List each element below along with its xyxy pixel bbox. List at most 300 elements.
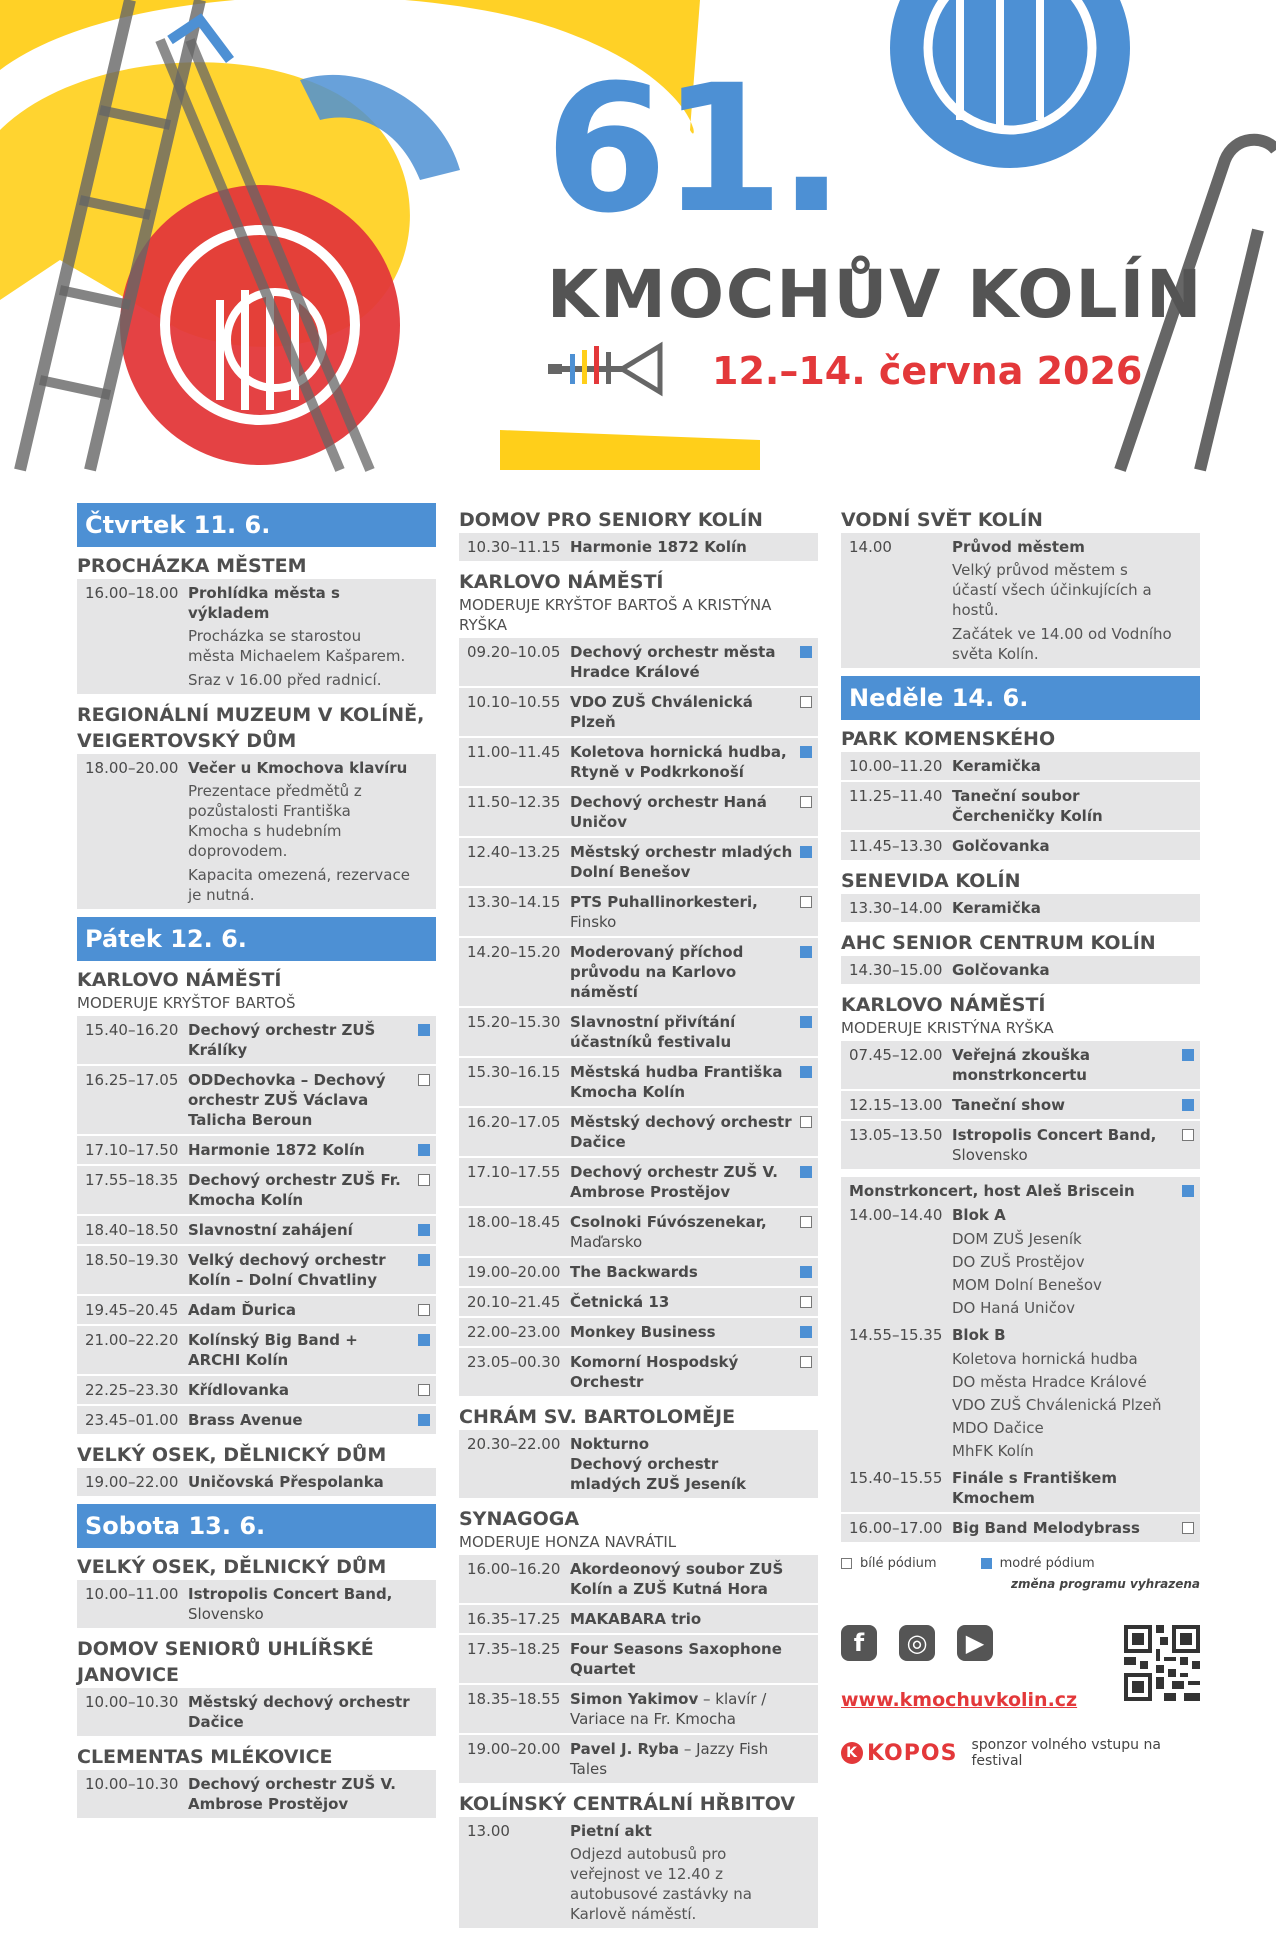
event-title [952, 1095, 1176, 1115]
venue-section [841, 507, 1200, 668]
blue-stage-icon [418, 1334, 430, 1346]
event-title [952, 537, 1176, 557]
blue-stage-icon [800, 746, 812, 758]
event-title-text: Uničovská Přespolanka [188, 1473, 384, 1491]
column-3 [841, 503, 1200, 1769]
blue-stage-icon [800, 846, 812, 858]
event-time: 16.00–17.00 [849, 1519, 943, 1537]
column-1 [77, 503, 436, 1826]
event-title-text: Křídlovanka [188, 1381, 290, 1399]
event-title-text: Večer u Kmochova klavíru [188, 759, 408, 777]
venue-title: KARLOVO NÁMĚSTÍ [841, 994, 1046, 1016]
event-row [841, 752, 1200, 780]
event-row [77, 1136, 436, 1164]
concert-block [849, 1325, 1176, 1464]
white-stage-icon [800, 696, 812, 708]
event-title-text: Brass Avenue [188, 1411, 303, 1429]
event-title [570, 1112, 794, 1152]
event-info [952, 1095, 1176, 1115]
event-title [188, 1380, 412, 1400]
event-title-2: Dechový orchestr mladých ZUŠ Jeseník [570, 1455, 746, 1493]
event-info [570, 1609, 794, 1629]
event-title-text: Taneční show [952, 1096, 1065, 1114]
venue-title: CLEMENTAS MLÉKOVICE [77, 1746, 333, 1768]
event-title-text: Istropolis Concert Band, [188, 1585, 393, 1603]
program-change-note: změna programu vyhrazena [1011, 1577, 1200, 1591]
monstrkoncert [841, 1177, 1200, 1512]
event-title [188, 1410, 412, 1430]
event-title-text: Četnická 13 [570, 1293, 670, 1311]
instagram-icon[interactable]: ◎ [899, 1625, 935, 1661]
event-row [841, 1041, 1200, 1089]
event-title-text: Monkey Business [570, 1323, 716, 1341]
blue-stage-icon [981, 1558, 992, 1569]
festival-dates: 12.–14. června 2026 [712, 349, 1143, 393]
venue-title: REGIONÁLNÍ MUZEUM V KOLÍNĚ, VEIGERTOVSKÝ DŮM [77, 704, 425, 752]
event-title [570, 1292, 794, 1312]
event-info [188, 1140, 412, 1160]
blue-stage-icon [800, 1166, 812, 1178]
blue-stage-icon [1182, 1185, 1194, 1197]
blue-stage-icon [1182, 1049, 1194, 1061]
event-title-text: Veřejná zkouška monstrkoncertu [952, 1046, 1091, 1084]
venue-section [77, 1442, 436, 1496]
venue-section [841, 930, 1200, 984]
block-title: Blok A [952, 1206, 1006, 1224]
venue-section [841, 868, 1200, 922]
event-row [77, 1016, 436, 1064]
event-title-text: Pietní akt [570, 1822, 652, 1840]
event-time: 11.50–12.35 [467, 793, 561, 811]
event-title [570, 1689, 794, 1729]
event-info [570, 692, 794, 732]
event-title-text: Slavnostní zahájení [188, 1221, 353, 1239]
event-title-text: PTS Puhallinorkesteri, [570, 893, 758, 911]
event-info [188, 1020, 412, 1060]
event-title [188, 758, 412, 778]
block-time: 15.40–15.55 [849, 1469, 943, 1487]
event-time: 19.45–20.45 [85, 1301, 179, 1319]
event-time: 19.00–20.00 [467, 1740, 561, 1758]
event-title-text: Velký dechový orchestr Kolín – Dolní Chvatliny [188, 1251, 386, 1289]
event-title [570, 1559, 794, 1599]
event-info [570, 1434, 794, 1494]
event-row [459, 1635, 818, 1683]
event-info [188, 1472, 412, 1492]
event-info [952, 786, 1176, 826]
event-title [188, 583, 412, 623]
sponsor-logo [841, 1741, 957, 1766]
event-extra: – klavír / Variace na Fr. Kmocha [570, 1690, 767, 1728]
festival-title: KMOCHŮV KOLÍN [547, 256, 1204, 333]
event-row [77, 754, 436, 909]
event-time: 11.00–11.45 [467, 743, 561, 761]
event-row [459, 1817, 818, 1928]
event-row [459, 533, 818, 561]
sponsor-text: sponzor volného vstupu na festival [971, 1737, 1161, 1769]
edition-number: 61. [545, 47, 839, 252]
lineup-item: MOM Dolní Benešov [952, 1276, 1102, 1294]
event-title-text: Taneční soubor Čercheničky Kolín [952, 787, 1103, 825]
event-title [570, 1162, 794, 1202]
venue-title: AHC SENIOR CENTRUM KOLÍN [841, 932, 1156, 954]
event-time: 16.35–17.25 [467, 1610, 561, 1628]
event-title [570, 892, 794, 932]
event-row [841, 832, 1200, 860]
moderator: MODERUJE HONZA NAVRÁTIL [459, 1533, 677, 1551]
event-info [188, 1692, 412, 1732]
event-row [77, 579, 436, 694]
event-title-text: Dechový orchestr Haná Uničov [570, 793, 767, 831]
event-info [570, 942, 794, 1002]
event-title [952, 756, 1176, 776]
venue-title: SYNAGOGA [459, 1508, 580, 1530]
qr-code-icon [1124, 1625, 1200, 1701]
blue-stage-icon [418, 1224, 430, 1236]
event-info [570, 1112, 794, 1152]
event-title-text: Golčovanka [952, 961, 1050, 979]
event-row [77, 1376, 436, 1404]
event-title-text: VDO ZUŠ Chválenická Plzeň [570, 693, 753, 731]
event-time: 16.25–17.05 [85, 1071, 179, 1089]
event-row [841, 1091, 1200, 1119]
event-title [570, 1609, 794, 1629]
event-title-text: Městský dechový orchestr Dačice [570, 1113, 792, 1151]
event-time: 18.00–20.00 [85, 759, 179, 777]
white-stage-icon [1182, 1522, 1194, 1534]
legend-blue-label: modré pódium [999, 1556, 1095, 1571]
event-info [570, 1322, 794, 1342]
event-title [188, 1070, 412, 1130]
moderator: MODERUJE KRISTÝNA RYŠKA [841, 1019, 1054, 1037]
event-info [570, 1212, 794, 1252]
event-title-text: Dechový orchestr města Hradce Králové [570, 643, 776, 681]
event-info [952, 1045, 1176, 1085]
day-header: Sobota 13. 6. [77, 1504, 436, 1548]
lineup-item: MDO Dačice [952, 1419, 1044, 1437]
white-stage-icon [800, 896, 812, 908]
event-info [188, 1774, 412, 1814]
event-title-text: Csolnoki Fúvószenekar, [570, 1213, 767, 1231]
event-time: 10.30–11.15 [467, 538, 561, 556]
event-info [952, 537, 1176, 664]
event-title-text: Dechový orchestr ZUŠ Fr. Kmocha Kolín [188, 1171, 401, 1209]
event-info [570, 742, 794, 782]
event-extra: Finsko [570, 913, 617, 931]
white-stage-icon [800, 1296, 812, 1308]
event-time: 15.20–15.30 [467, 1013, 561, 1031]
facebook-icon[interactable]: f [841, 1625, 877, 1661]
venue-title: VODNÍ SVĚT KOLÍN [841, 509, 1043, 531]
event-time: 14.20–15.20 [467, 943, 561, 961]
white-stage-icon [1182, 1129, 1194, 1141]
event-row [841, 894, 1200, 922]
event-info [570, 1352, 794, 1392]
event-info [188, 1380, 412, 1400]
event-note: Sraz v 16.00 před radnicí. [188, 671, 382, 689]
trumpet-logo-icon [548, 340, 660, 396]
event-row [77, 1326, 436, 1374]
venue-title: VELKÝ OSEK, DĚLNICKÝ DŮM [77, 1444, 387, 1466]
event-row [459, 738, 818, 786]
event-desc: Prezentace předmětů z pozůstalosti Františka Kmocha s hudebním doprovodem. [188, 782, 362, 860]
event-title [188, 1250, 412, 1290]
block-time: 14.55–15.35 [849, 1326, 943, 1344]
block-lineup [952, 1229, 1176, 1318]
venue-title: SENEVIDA KOLÍN [841, 870, 1021, 892]
event-row [459, 1605, 818, 1633]
event-row [841, 956, 1200, 984]
event-row [459, 638, 818, 686]
event-info [188, 583, 412, 690]
event-title-text: Keramička [952, 757, 1041, 775]
event-title-text: Dechový orchestr ZUŠ V. Ambrose Prostějov [188, 1775, 396, 1813]
kopos-logo-icon: K [841, 1742, 863, 1764]
event-title [570, 1352, 794, 1392]
event-row [459, 1318, 818, 1346]
event-time: 10.00–11.00 [85, 1585, 179, 1603]
event-row [77, 1296, 436, 1324]
event-time: 18.50–19.30 [85, 1251, 179, 1269]
event-title-text: Slavnostní přivítání účastníků festivalu [570, 1013, 736, 1051]
event-extra: – Jazzy Fish Tales [570, 1740, 769, 1778]
event-title [570, 842, 794, 882]
sponsor [841, 1737, 1200, 1769]
white-stage-icon [418, 1074, 430, 1086]
event-title [570, 1262, 794, 1282]
event-time: 14.30–15.00 [849, 961, 943, 979]
event-info [188, 1220, 412, 1240]
event-row [459, 1208, 818, 1256]
event-extra: Slovensko [188, 1605, 264, 1623]
white-stage-icon [800, 1116, 812, 1128]
event-row [459, 1158, 818, 1206]
block-title: Finále s Františkem Kmochem [952, 1469, 1117, 1507]
event-row [459, 1735, 818, 1783]
event-info [570, 892, 794, 932]
blue-stage-icon [800, 946, 812, 958]
blue-stage-icon [418, 1414, 430, 1426]
event-row [77, 1406, 436, 1434]
event-title [570, 537, 794, 557]
event-title-text: Nokturno [570, 1435, 650, 1453]
event-info [570, 1559, 794, 1599]
event-title [570, 1062, 794, 1102]
event-time: 13.00 [467, 1822, 510, 1840]
event-time: 17.10–17.50 [85, 1141, 179, 1159]
event-info [952, 960, 1176, 980]
event-title [570, 1821, 794, 1841]
day-header: Neděle 14. 6. [841, 676, 1200, 720]
event-title [952, 786, 1176, 826]
event-time: 16.00–18.00 [85, 584, 179, 602]
white-stage-icon [800, 1216, 812, 1228]
blue-stage-icon [800, 1266, 812, 1278]
event-time: 18.00–18.45 [467, 1213, 561, 1231]
venue-title: CHRÁM SV. BARTOLOMĚJE [459, 1406, 736, 1428]
blue-stage-icon [1182, 1099, 1194, 1111]
event-row [459, 888, 818, 936]
venue-section [77, 967, 436, 1434]
event-time: 16.20–17.05 [467, 1113, 561, 1131]
event-row [459, 1108, 818, 1156]
event-time: 20.30–22.00 [467, 1435, 561, 1453]
event-time: 15.30–16.15 [467, 1063, 561, 1081]
event-info [570, 1012, 794, 1052]
event-time: 10.00–11.20 [849, 757, 943, 775]
venue-title: KARLOVO NÁMĚSTÍ [459, 571, 664, 593]
venue-section [77, 1744, 436, 1818]
event-time: 13.30–14.15 [467, 893, 561, 911]
event-row [459, 788, 818, 836]
block-title: Blok B [952, 1326, 1006, 1344]
event-row [841, 782, 1200, 830]
event-time: 23.05–00.30 [467, 1353, 561, 1371]
event-row [841, 533, 1200, 668]
event-info [570, 1739, 794, 1779]
column-3-blocks [841, 507, 1200, 1542]
lineup-item: DOM ZUŠ Jeseník [952, 1230, 1082, 1248]
event-title [570, 1639, 794, 1679]
venue-title: PROCHÁZKA MĚSTEM [77, 555, 307, 577]
event-info [952, 756, 1176, 776]
event-title [188, 1300, 412, 1320]
event-row [77, 1166, 436, 1214]
event-title-text: Koletova hornická hudba, Rtyně v Podkrkonoší [570, 743, 787, 781]
stage-legend [841, 1556, 1200, 1571]
venue-section [77, 1636, 436, 1736]
event-title-text: Městský orchestr mladých Dolní Benešov [570, 843, 793, 881]
event-info [188, 1170, 412, 1210]
venue-title: KOLÍNSKÝ CENTRÁLNÍ HŘBITOV [459, 1793, 796, 1815]
event-time: 07.45–12.00 [849, 1046, 943, 1064]
event-note: Kapacita omezená, rezervace je nutná. [188, 866, 410, 904]
lineup-item: DO města Hradce Králové [952, 1373, 1147, 1391]
event-info [570, 1689, 794, 1729]
white-stage-icon [418, 1174, 430, 1186]
white-stage-icon [418, 1384, 430, 1396]
event-title-text: Istropolis Concert Band, [952, 1126, 1157, 1144]
event-row [77, 1688, 436, 1736]
venue-title: DOMOV SENIORŮ UHLÍŘSKÉ JANOVICE [77, 1638, 374, 1686]
event-info [570, 792, 794, 832]
blue-stage-icon [418, 1254, 430, 1266]
event-time: 22.25–23.30 [85, 1381, 179, 1399]
event-title [570, 1212, 794, 1252]
event-info [952, 898, 1176, 918]
block-lineup [952, 1349, 1176, 1461]
event-row [459, 1430, 818, 1498]
venue-section [77, 1554, 436, 1628]
event-row [77, 1468, 436, 1496]
white-stage-icon [418, 1304, 430, 1316]
event-title-text: Simon Yakimov [570, 1690, 699, 1708]
lineup-item: DO Haná Uničov [952, 1299, 1076, 1317]
column-2 [459, 503, 818, 1936]
event-desc: Odjezd autobusů pro veřejnost ve 12.40 z autobusové zastávky na Karlově náměstí. [570, 1845, 752, 1923]
moderator: MODERUJE KRYŠTOF BARTOŠ A KRISTÝNA RYŠKA [459, 596, 772, 634]
concert-block [849, 1205, 1176, 1321]
event-title-text: Adam Ďurica [188, 1301, 297, 1319]
event-title [952, 1045, 1176, 1085]
day-header: Čtvrtek 11. 6. [77, 503, 436, 547]
sponsor-logo-text: KOPOS [867, 1740, 958, 1766]
venue-section [841, 1514, 1200, 1542]
event-info [570, 842, 794, 882]
event-row [841, 1121, 1200, 1169]
event-row [77, 1066, 436, 1134]
youtube-icon[interactable]: ▶ [957, 1625, 993, 1661]
event-row [459, 1058, 818, 1106]
event-row [459, 1685, 818, 1733]
event-note: Začátek ve 14.00 od Vodního světa Kolín. [952, 625, 1172, 663]
event-title [570, 942, 794, 1002]
event-time: 16.00–16.20 [467, 1560, 561, 1578]
event-row [77, 1216, 436, 1244]
event-info [570, 642, 794, 682]
event-row [459, 1258, 818, 1286]
venue-title: KARLOVO NÁMĚSTÍ [77, 969, 282, 991]
venue-section [77, 553, 436, 694]
event-extra: Slovensko [952, 1146, 1028, 1164]
white-stage-icon [841, 1558, 852, 1569]
event-title-text: Pavel J. Ryba [570, 1740, 680, 1758]
lineup-item: Koletova hornická hudba [952, 1350, 1138, 1368]
event-time: 11.25–11.40 [849, 787, 943, 805]
blue-stage-icon [418, 1024, 430, 1036]
event-title-text: Městský dechový orchestr Dačice [188, 1693, 410, 1731]
event-title [188, 1170, 412, 1210]
venue-title: VELKÝ OSEK, DĚLNICKÝ DŮM [77, 1556, 387, 1578]
event-info [570, 1292, 794, 1312]
event-title [570, 1434, 794, 1454]
event-title-text: Dechový orchestr ZUŠ V. Ambrose Prostějov [570, 1163, 778, 1201]
event-time: 18.40–18.50 [85, 1221, 179, 1239]
event-info [570, 1262, 794, 1282]
event-time: 11.45–13.30 [849, 837, 943, 855]
event-title-text: Harmonie 1872 Kolín [570, 538, 747, 556]
moderator: MODERUJE KRYŠTOF BARTOŠ [77, 994, 296, 1012]
block-info [952, 1468, 1176, 1508]
event-info [570, 1162, 794, 1202]
event-info [952, 1518, 1176, 1538]
event-title [570, 792, 794, 832]
event-title [952, 1518, 1176, 1538]
event-time: 17.10–17.55 [467, 1163, 561, 1181]
event-time: 10.10–10.55 [467, 693, 561, 711]
event-time: 17.55–18.35 [85, 1171, 179, 1189]
event-title-text: ODDechovka – Dechový orchestr ZUŠ Václava Talicha Beroun [188, 1071, 386, 1129]
event-title-text: MAKABARA trio [570, 1610, 702, 1628]
event-title [188, 1220, 412, 1240]
event-title [570, 1012, 794, 1052]
event-time: 17.35–18.25 [467, 1640, 561, 1658]
event-title-text: Městská hudba Františka Kmocha Kolín [570, 1063, 783, 1101]
website-link[interactable]: www.kmochuvkolin.cz [841, 1689, 1078, 1711]
event-title-text: Golčovanka [952, 837, 1050, 855]
block-info [952, 1325, 1176, 1464]
event-title-text: Komorní Hospodský Orchestr [570, 1353, 739, 1391]
event-time: 10.00–10.30 [85, 1775, 179, 1793]
venue-title: DOMOV PRO SENIORY KOLÍN [459, 509, 763, 531]
venue-title: PARK KOMENSKÉHO [841, 728, 1056, 750]
event-title-text: Harmonie 1872 Kolín [188, 1141, 365, 1159]
event-title-text: Akordeonový soubor ZUŠ Kolín a ZUŠ Kutná Hora [570, 1560, 784, 1598]
event-row [459, 838, 818, 886]
event-row [77, 1580, 436, 1628]
venue-section [841, 992, 1200, 1169]
venue-section [459, 1404, 818, 1498]
